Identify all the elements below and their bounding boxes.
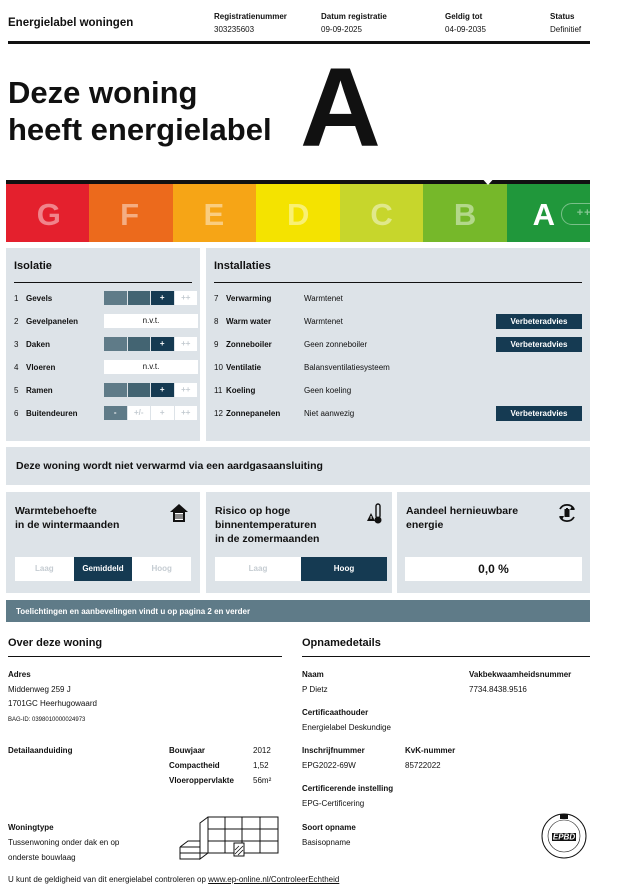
divider <box>14 282 192 283</box>
explanation-notice: Toelichtingen en aanbevelingen vindt u op pagina 2 en verder <box>6 600 590 622</box>
scale-letter: C <box>370 197 393 232</box>
installatie-item-value: Warmtenet <box>304 317 343 326</box>
inschrijfnummer-label: Inschrijfnummer <box>302 746 365 755</box>
thermometer-warning-icon <box>366 503 384 525</box>
vakbekwaamheid-value: 7734.8438.9516 <box>469 685 527 694</box>
verbeteradvies-button[interactable]: Verbeteradvies <box>496 314 582 329</box>
opname-section-title: Opnamedetails <box>302 637 381 649</box>
installatie-item-name: Verwarming <box>226 294 272 303</box>
installatie-item-value: Geen zonneboiler <box>304 340 368 349</box>
scale-option: Laag <box>15 557 74 581</box>
aandeel-card: Aandeel hernieuwbare energie 0,0 % <box>397 492 590 593</box>
risico-card: Risico op hoge binnentemperaturen in de zomermaanden Laag Hoog <box>206 492 392 593</box>
isolatie-item-name: Buitendeuren <box>26 409 78 418</box>
woningtype-line1: Tussenwoning onder dak en op <box>8 838 120 847</box>
status: Status Definitief <box>550 12 582 34</box>
scale-option: Gemiddeld <box>74 557 133 581</box>
detail-label: Detailaanduiding <box>8 746 73 755</box>
scale-segment-c <box>340 184 424 242</box>
isolatie-value: n.v.t. <box>104 360 198 374</box>
inschrijfnummer-value: EPG2022-69W <box>302 761 356 770</box>
scale-letter: D <box>286 197 310 232</box>
scale-letter: G <box>36 197 61 232</box>
vloeroppervlakte-value: 56m² <box>253 776 272 785</box>
isolatie-rating-bar <box>104 291 198 305</box>
rating-cell: ++ <box>175 383 198 397</box>
rating-cell: + <box>151 406 174 420</box>
installatie-item-name: Warm water <box>226 317 272 326</box>
rating-cell <box>104 337 127 351</box>
woningtype-line2: onderste bouwlaag <box>8 853 76 862</box>
installatie-row: 12 Zonnepanelen Niet aanwezig Verbeteradvies <box>214 406 582 420</box>
rating-cell: ++ <box>175 291 198 305</box>
installatie-row: 11 Koeling Geen koeling <box>214 386 352 395</box>
rating-cell: + <box>151 337 174 351</box>
gas-connection-notice: Deze woning wordt niet verwarmd via een aardgasaansluiting <box>6 447 590 485</box>
vloeroppervlakte-label: Vloeroppervlakte <box>169 776 234 785</box>
scale-letter: A <box>532 197 555 232</box>
woningtype-label: Woningtype <box>8 823 54 832</box>
installaties-panel <box>206 248 590 441</box>
scale-letter: E <box>203 197 225 232</box>
renewable-energy-share: 0,0 % <box>405 557 582 581</box>
plus-indicator: ++++ <box>561 203 623 225</box>
naam-value: P Dietz <box>302 685 328 694</box>
document-title: Energielabel woningen <box>8 17 134 29</box>
bag-id: BAG-ID: 0398010000024973 <box>8 717 86 723</box>
isolatie-item-name: Gevelpanelen <box>26 317 79 326</box>
installatie-item-value: Geen koeling <box>304 386 352 395</box>
compactheid-label: Compactheid <box>169 761 220 770</box>
divider <box>8 656 282 657</box>
installatie-item-name: Zonneboiler <box>226 340 272 349</box>
certificerende-instelling-value: EPG-Certificering <box>302 799 365 808</box>
isolatie-item-name: Gevels <box>26 294 53 303</box>
rating-cell <box>104 383 127 397</box>
scale-option: Hoog <box>301 557 387 581</box>
naam-label: Naam <box>302 670 324 679</box>
scale-segment-g <box>6 184 90 242</box>
address-city: 1701GC Heerhugowaard <box>8 699 97 708</box>
recycle-battery-icon <box>555 501 579 525</box>
house-heating-icon <box>169 503 189 523</box>
rating-cell <box>104 291 127 305</box>
soort-opname-value: Basisopname <box>302 838 351 847</box>
footer-verification: U kunt de geldigheid van dit energielabel controleren op www.ep-online.nl/ControleerEchtheid <box>8 875 340 884</box>
energy-label-scale <box>6 180 607 242</box>
divider <box>302 656 590 657</box>
isolatie-row: 2 Gevelpanelen n.v.t. <box>14 314 198 328</box>
document-header <box>8 8 590 44</box>
isolatie-row: 5 Ramen + ++ <box>14 383 198 397</box>
verification-link[interactable]: www.ep-online.nl/ControleerEchtheid <box>208 875 340 884</box>
scale-letter: B <box>453 197 477 232</box>
apartment-building-icon <box>178 813 278 863</box>
isolatie-rating-bar <box>104 383 198 397</box>
isolatie-rating-bar <box>104 337 198 351</box>
installaties-title: Installaties <box>214 260 271 272</box>
isolatie-row: 1 Gevels + ++ <box>14 291 198 305</box>
vakbekwaamheid-label: Vakbekwaamheidsnummer <box>469 670 572 679</box>
kvk-value: 85722022 <box>405 761 441 770</box>
bouwjaar-value: 2012 <box>253 746 271 755</box>
divider <box>214 282 582 283</box>
registration-number: Registratienummer 303235603 <box>214 12 287 34</box>
rating-cell: +/- <box>128 406 151 420</box>
active-label-pointer <box>480 176 496 185</box>
rating-cell <box>128 383 151 397</box>
isolatie-item-name: Daken <box>26 340 51 349</box>
verbeteradvies-button[interactable]: Verbeteradvies <box>496 337 582 352</box>
rating-cell: + <box>151 383 174 397</box>
epbd-logo-icon <box>540 812 588 860</box>
rating-cell <box>128 291 151 305</box>
certificerende-instelling-label: Certificerende instelling <box>302 784 394 793</box>
rating-cell: - <box>104 406 127 420</box>
scale-option: Laag <box>215 557 301 581</box>
scale-segment-b <box>423 184 507 242</box>
warmtebehoefte-scale <box>15 557 191 581</box>
certificaathouder-label: Certificaathouder <box>302 708 369 717</box>
svg-text:EPBD: EPBD <box>552 832 576 842</box>
isolatie-item-name: Ramen <box>26 386 53 395</box>
adres-label: Adres <box>8 670 31 679</box>
energy-label-letter: A <box>300 45 381 170</box>
scale-segment-d <box>256 184 340 242</box>
installatie-item-name: Ventilatie <box>226 363 262 372</box>
certificaathouder-value: Energielabel Deskundige <box>302 723 391 732</box>
installatie-item-name: Koeling <box>226 386 256 395</box>
installatie-item-value: Niet aanwezig <box>304 409 355 418</box>
kvk-label: KvK-nummer <box>405 746 456 755</box>
rating-cell: ++ <box>175 337 198 351</box>
installatie-row: 9 Zonneboiler Geen zonneboiler Verbeteradvies <box>214 337 582 351</box>
isolatie-row: 4 Vloeren n.v.t. <box>14 360 198 374</box>
isolatie-panel <box>6 248 200 441</box>
isolatie-rating-bar <box>104 406 198 420</box>
installatie-row: 10 Ventilatie Balansventilatiesysteem <box>214 363 390 372</box>
compactheid-value: 1,52 <box>253 761 269 770</box>
warmtebehoefte-card: Warmtebehoefte in de wintermaanden Laag Gemiddeld Hoog <box>6 492 200 593</box>
scale-segment-a <box>507 184 607 242</box>
registration-date: Datum registratie 09-09-2025 <box>321 12 387 34</box>
installatie-item-value: Balansventilatiesysteem <box>304 363 390 372</box>
installatie-item-value: Warmtenet <box>304 294 343 303</box>
scale-segment-e <box>173 184 257 242</box>
isolatie-item-name: Vloeren <box>26 363 56 372</box>
bouwjaar-label: Bouwjaar <box>169 746 206 755</box>
installatie-row: 7 Verwarming Warmtenet <box>214 294 343 303</box>
isolatie-title: Isolatie <box>14 260 52 272</box>
isolatie-row: 3 Daken + ++ <box>14 337 198 351</box>
risico-scale <box>215 557 387 581</box>
scale-letter: F <box>120 197 140 232</box>
address-street: Middenweg 259 J <box>8 685 71 694</box>
hero-title: Deze woning heeft energielabel <box>8 75 272 147</box>
installatie-row: 8 Warm water Warmtenet Verbeteradvies <box>214 314 582 328</box>
rating-cell <box>128 337 151 351</box>
isolatie-value: n.v.t. <box>104 314 198 328</box>
woning-section-title: Over deze woning <box>8 637 103 649</box>
isolatie-row: 6 Buitendeuren - +/- + ++ <box>14 406 198 420</box>
soort-opname-label: Soort opname <box>302 823 356 832</box>
verbeteradvies-button[interactable]: Verbeteradvies <box>496 406 582 421</box>
scale-option: Hoog <box>132 557 191 581</box>
scale-segment-f <box>89 184 173 242</box>
rating-cell: + <box>151 291 174 305</box>
valid-until: Geldig tot 04-09-2035 <box>445 12 486 34</box>
installatie-item-name: Zonnepanelen <box>226 409 281 418</box>
rating-cell: ++ <box>175 406 198 420</box>
